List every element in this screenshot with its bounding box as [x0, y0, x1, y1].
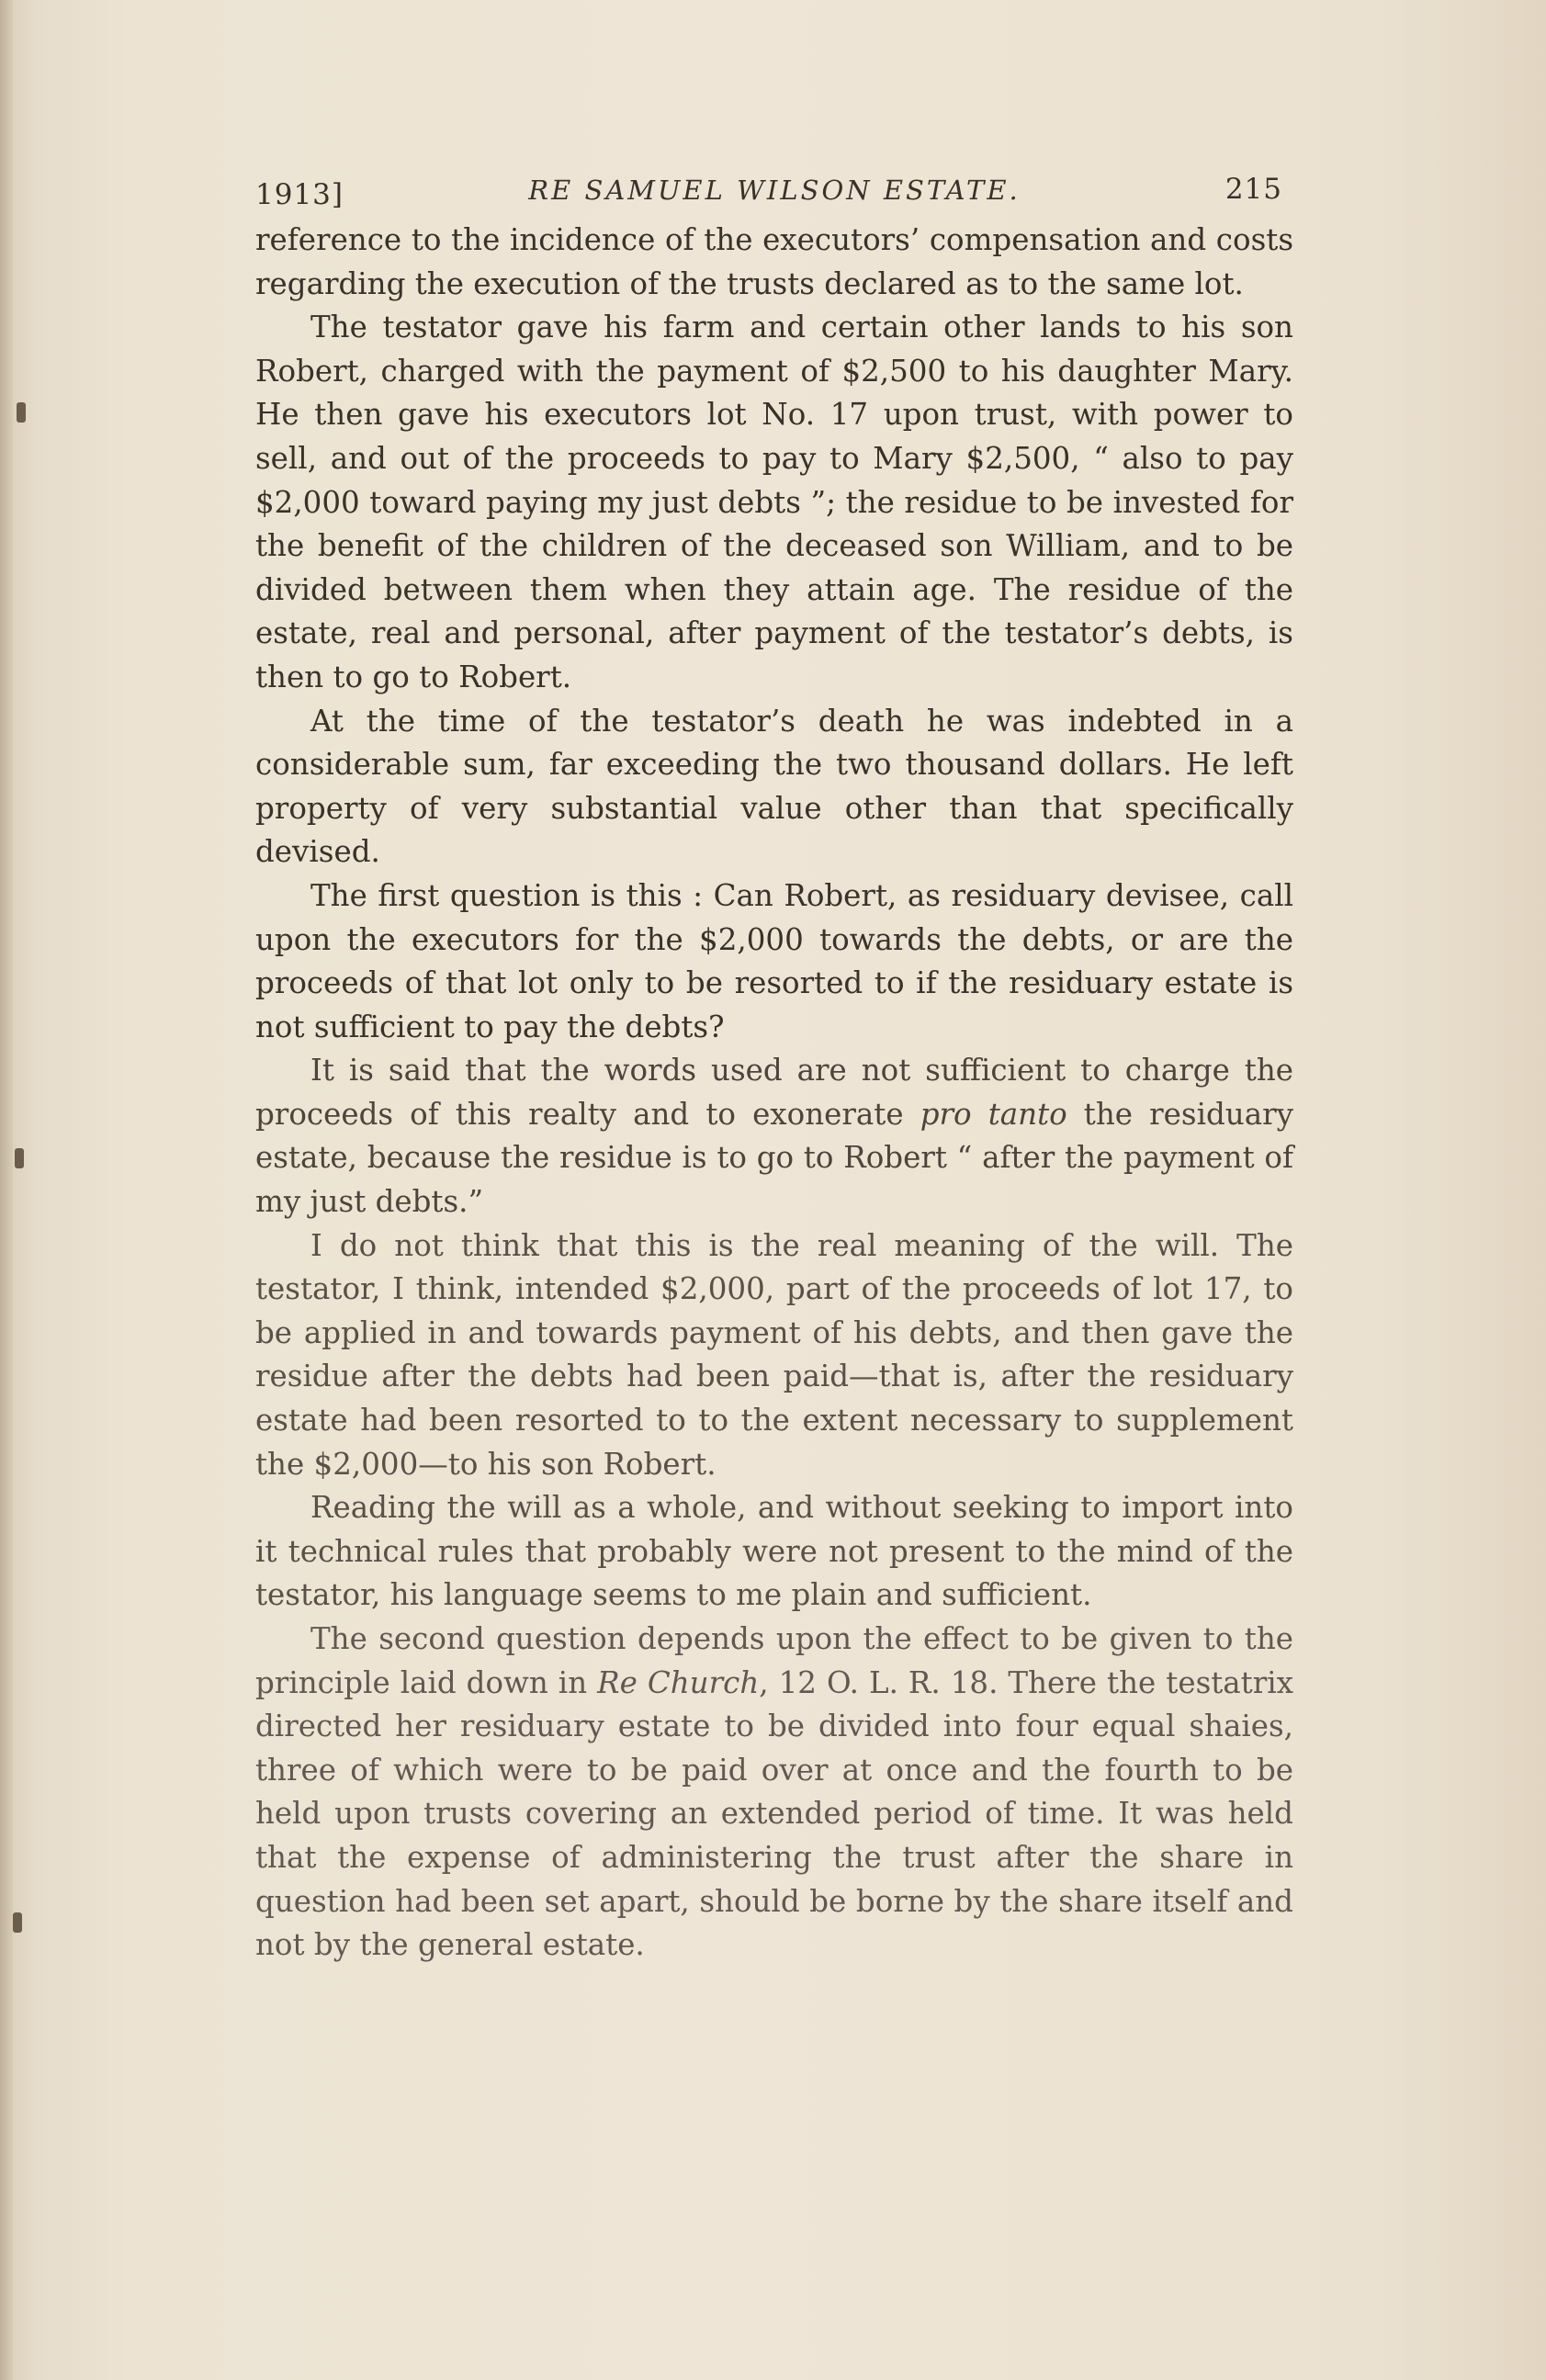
page-text-block	[255, 164, 1293, 1968]
margin-mark	[13, 1912, 22, 1933]
paragraph: I do not think that this is the real meaning of the will. The testator, I think, intended $2,000, part of the proceeds of lot 17, to be applied in and towards payment of his debts, and then gave the residue after the debts had been paid—that is, after the residuary estate had been resorted to to the extent necessary to supplement the $2,000—to his son Robert.	[255, 1227, 1293, 1482]
margin-mark	[17, 402, 26, 423]
running-header	[255, 164, 1293, 219]
paragraph-text: , 12 O. L. R. 18. There the testatrix directed her residuary estate to be divided into four equal shaies, three of which were to be paid over at once and the fourth to be held upon trusts covering an extended period of time. It was held that the expense of administering the trust after the share in question had been set apart, should be borne by the share itself and not by the general estate.	[255, 1664, 1294, 1963]
margin-mark	[15, 1148, 24, 1168]
header-title: RE SAMUEL WILSON ESTATE.	[528, 175, 1021, 206]
paragraph: reference to the incidence of the executors’ compensation and costs regarding the execution of the trusts declared as to the same lot.	[255, 222, 1293, 301]
paragraph: The testator gave his farm and certain other lands to his son Robert, charged with the payment of $2,500 to his daughter Mary. He then gave his executors lot No. 17 upon trust, with power to sell, and out of the proceeds to pay to Mary $2,500, “ also to pay $2,000 toward paying my just debts ”; the residue to be invested for the benefit of the children of the deceased son William, and to be divided between them when they attain age. The residue of the estate, real and personal, after payment of the testator’s debts, is then to go to Robert.	[255, 310, 1293, 694]
paragraph: Reading the will as a whole, and without seeking to import into it technical rules that probably were not present to the mind of the testator, his language seems to me plain and sufficient.	[255, 1490, 1293, 1613]
header-year: 1913]	[255, 178, 344, 211]
page-number: 215	[1224, 173, 1282, 206]
paragraph: At the time of the testator’s death he was indebted in a considerable sum, far exceeding the two thousand dollars. He left property of very substantial value other than that specifically devised.	[255, 703, 1293, 870]
paragraph	[255, 1049, 1293, 1224]
paragraph-text: the residuary estate, because the residue is to go to Robert “ after the payment of my just debts.”	[255, 1096, 1293, 1220]
paragraph: The first question is this : Can Robert, as residuary devisee, call upon the executors for the $2,000 towards the debts, or are the proceeds of that lot only to be resorted to if the residuary estate is not sufficient to pay the debts?	[255, 877, 1293, 1044]
case-citation: Re Church	[597, 1664, 760, 1700]
italic-phrase: pro tanto	[920, 1096, 1067, 1132]
paragraph-text: The second question depends upon the effect to be given to the principle laid down in	[255, 1621, 1293, 1700]
paragraph	[255, 1618, 1293, 1968]
page-gutter	[0, 0, 13, 2380]
paragraph-text: It is said that the words used are not sufficient to charge the proceeds of this realty and to exonerate	[255, 1053, 1293, 1132]
body-text	[255, 219, 1293, 1968]
